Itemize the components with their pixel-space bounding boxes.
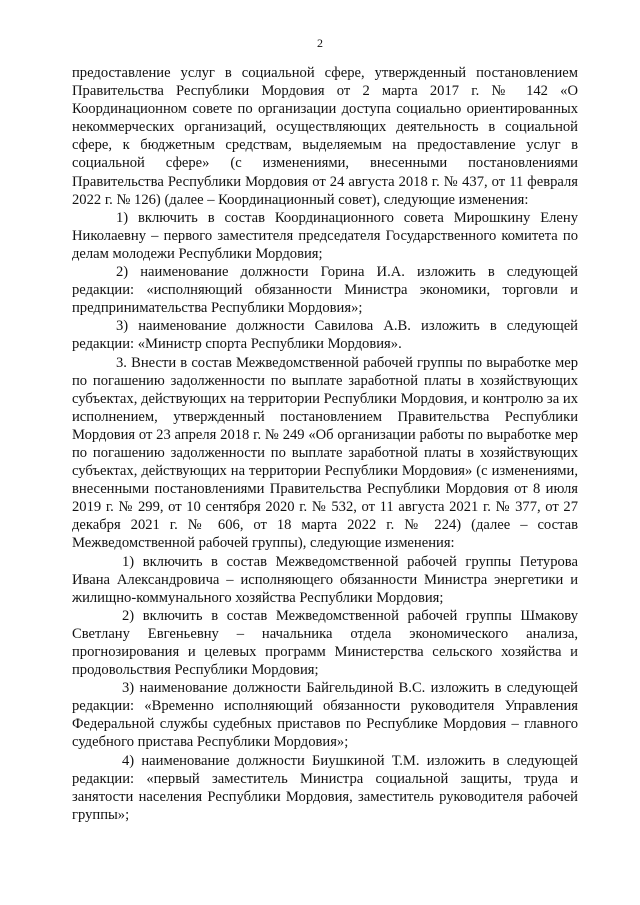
document-body — [72, 64, 578, 824]
paragraph-item-3-baigeldina: 3) наименование должности Байгельдиной В.С. изложить в следующей редакции: «Временно исполняющий обязанности руководителя Управления Федеральной службы судебных приставов по Республике Мордовия – главного судебного пристава Республики Мордовия»; — [72, 680, 578, 751]
paragraph-item-2-gorin: 2) наименование должности Горина И.А. изложить в следующей редакции: «исполняющий обязанности Министра экономики, торговли и предпринимательства Республики Мордовия»; — [72, 264, 578, 317]
paragraph-item-4-biushkina: 4) наименование должности Биушкиной Т.М. изложить в следующей редакции: «первый заместитель Министра социальной защиты, труда и занятости населения Республики Мордовия, заместитель руководителя рабочей группы»; — [72, 752, 578, 823]
paragraph-item-3-savilov: 3) наименование должности Савилова А.В. изложить в следующей редакции: «Министр спорта Республики Мордовия». — [72, 318, 578, 353]
paragraph-continuation: предоставление услуг в социальной сфере, утвержденный постановлением Правительства Республики Мордовия от 2 марта 2017 г. № 142 «О Координационном совете по организации доступа социально ориентированных некоммерческих организаций, осуществляющих деятельность в социальной сфере, к бюджетным средствам, выделяемым на предоставление услуг в социальной сфере» (с изменениями, внесенными постановлениями Правительства Республики Мордовия от 24 августа 2018 г. № 437, от 11 февраля 2022 г. № 126) (далее – Координационный совет), следующие изменения: — [72, 65, 578, 208]
paragraph-section-3: 3. Внести в состав Межведомственной рабочей группы по выработке мер по погашению задолженности по выплате заработной платы в хозяйствующих субъектах, действующих на территории Республики Мордовия, и контролю за их исполнением, утвержденный постановлением Правительства Республики Мордовия от 23 апреля 2018 г. № 249 «Об организации работы по выработке мер по погашению задолженности по выплате заработной платы в хозяйствующих субъектах, действующих на территории Республики Мордовия» (с изменениями, внесенными постановлениями Правительства Республики Мордовия от 8 июля 2019 г. № 299, от 10 сентября 2020 г. № 532, от 11 августа 2021 г. № 377, от 27 декабря 2021 г. № 606, от 18 марта 2022 г. № 224) (далее – состав Межведомственной рабочей группы), следующие изменения: — [72, 354, 578, 552]
paragraph-item-2-shmakova: 2) включить в состав Межведомственной рабочей группы Шмакову Светлану Евгеньевну – начальника отдела экономического анализа, прогнозирования и целевых программ Министерства сельского хозяйства и продовольствия Республики Мордовия; — [72, 607, 578, 679]
page-number: 2 — [317, 36, 323, 50]
paragraph-item-1-peturov: 1) включить в состав Межведомственной рабочей группы Петурова Ивана Александровича – исполняющего обязанности Министра энергетики и жилищно-коммунального хозяйства Республики Мордовия; — [72, 553, 578, 606]
paragraph-item-1-mirosh: 1) включить в состав Координационного совета Мирошкину Елену Николаевну – первого заместителя председателя Государственного комитета по делам молодежи Республики Мордовия; — [72, 209, 578, 262]
